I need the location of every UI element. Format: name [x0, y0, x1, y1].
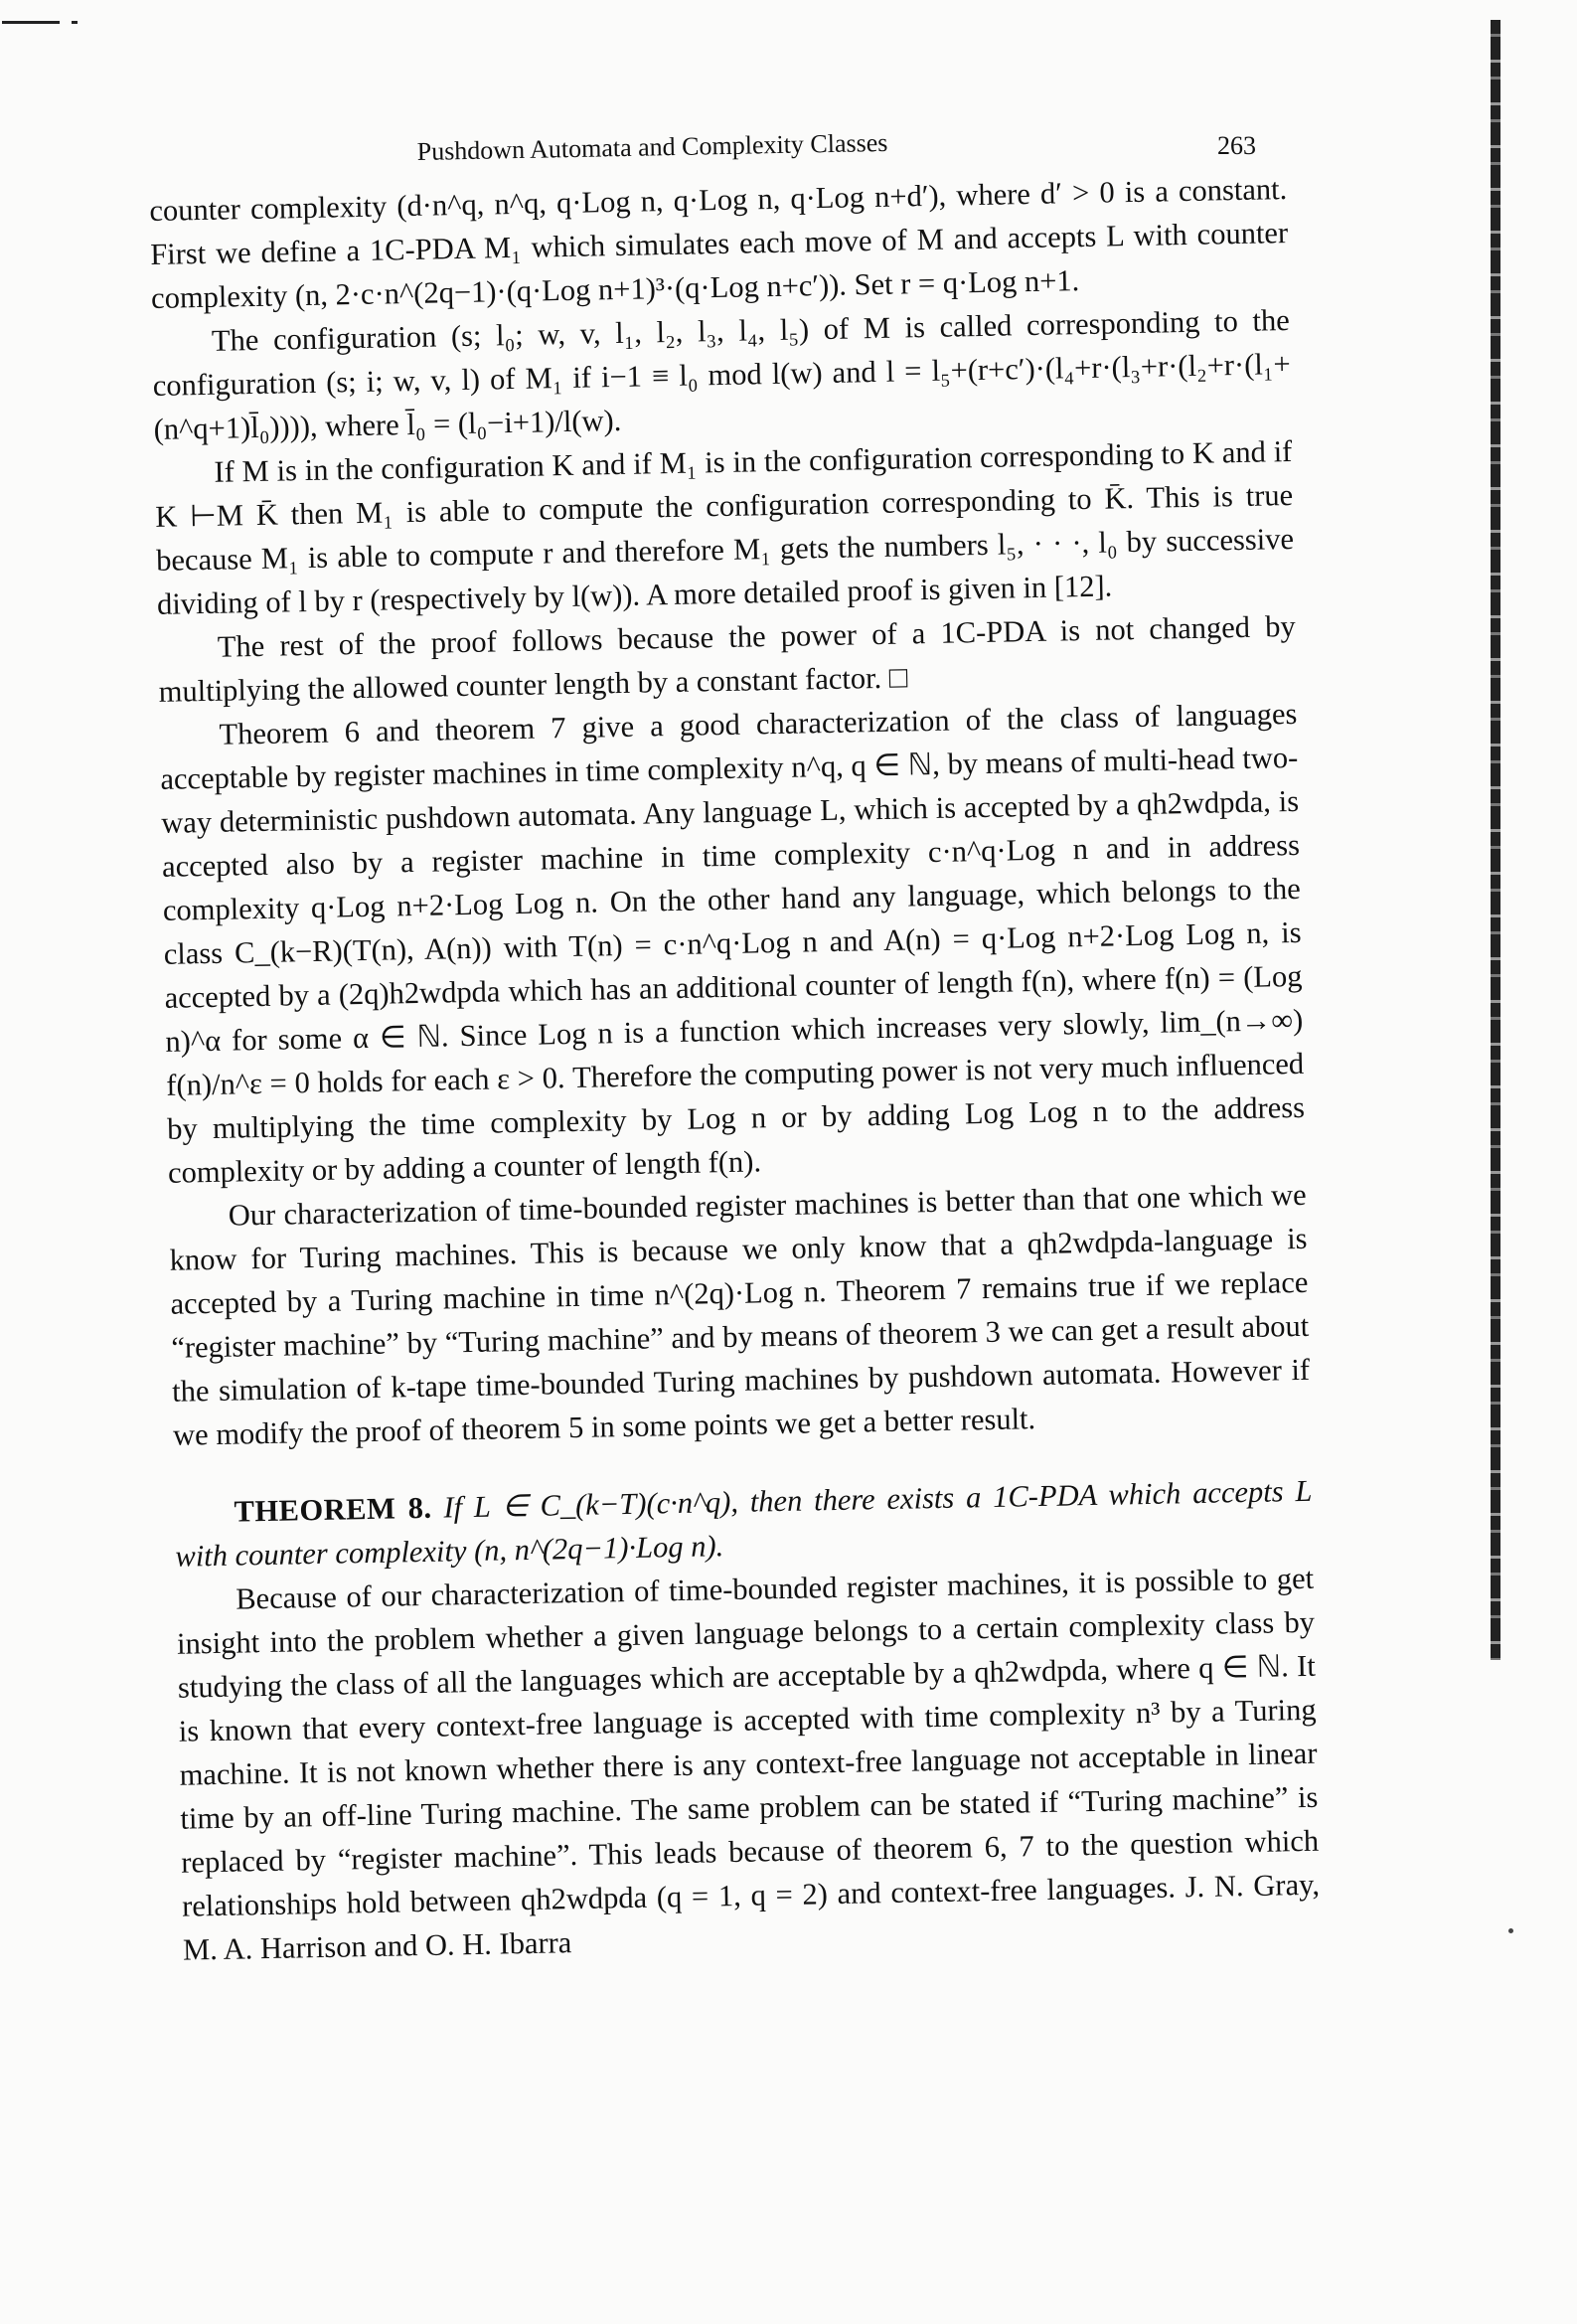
paragraph: If M is in the configuration K and if M₁ is in the configuration corresponding to K and if K ⊢M K̄ then M₁ is able to compute the configuration corresponding to K̄. This is true because M₁ is able to compute r and therefore M₁ gets the numbers l₅, · · ·, l₀ by successive dividing of l by r (respectively by l(w)). A more detailed proof is given in [12].	[155, 433, 1295, 621]
paragraph: counter complexity (d·n^q, n^q, q·Log n, q·Log n, q·Log n+d′), where d′ > 0 is a constant. First we define a 1C-PDA M₁ which simulates each move of M and accepts L with counter complexity (n, 2·c·n^(2q−1)·(q·Log n+1)³·(q·Log n+c′)). Set r = q·Log n+1.	[149, 172, 1289, 315]
paragraph: Because of our characterization of time-bounded register machines, it is possible to get insight into the problem whether a given language belongs to a certain complexity class by studying the class of all the languages which are acceptable by a qh2wdpda, where q ∈ ℕ. It is known that every context-free language is accepted with time complexity n³ by a Turing machine. It is not known whether there is any context-free language not acceptable in linear time by an off-line Turing machine. The same problem can be stated if “Turing machine” is replaced by “register machine”. This leads because of theorem 6, 7 to the question which relationships hold between qh2wdpda (q = 1, q = 2) and context-free languages. J. N. Gray, M. A. Harrison and O. H. Ibarra	[176, 1561, 1321, 1967]
paragraph: The configuration (s; l₀; w, v, l₁, l₂, l₃, l₄, l₅) of M is called corresponding to the configuration (s; i; w, v, l) of M₁ if i−1 ≡ l₀ mod l(w) and l = l₅+(r+c′)·(l₄+r·(l₃+r·(l₂+r·(l₁+(n^q+1)l̄₀)))), where l̄₀ = (l₀−i+1)/l(w).	[152, 302, 1291, 446]
scan-binding-edge	[1491, 20, 1500, 1660]
scan-artifact-mark	[2, 21, 60, 24]
theorem-text: If L ∈ C_(k−T)(c·n^q), then there exists a 1C-PDA which accepts L with counter complexity (n, n^(2q−1)·Log n).	[175, 1473, 1313, 1574]
body-text	[149, 167, 1323, 2077]
scan-artifact-mark	[72, 21, 78, 24]
paragraph: The rest of the proof follows because the power of a 1C-PDA is not changed by multiplying the allowed counter length by a constant factor. □	[158, 608, 1296, 709]
paragraph: Our characterization of time-bounded register machines is better than that one which we know for Turing machines. This is because we only know that a qh2wdpda-language is accepted by a Turing machine in time n^(2q)·Log n. Theorem 7 remains true if we replace “register machine” by “Turing machine” and by means of theorem 3 we can get a result about the simulation of k-tape time-bounded Turing machines by pushdown automata. However if we modify the proof of theorem 5 in some points we get a better result.	[169, 1177, 1311, 1452]
page-header	[0, 117, 1577, 177]
theorem-label: THEOREM 8.	[234, 1490, 432, 1529]
scan-speck	[1508, 1928, 1513, 1933]
running-title: Pushdown Automata and Complexity Classes	[416, 127, 888, 167]
paragraph: Theorem 6 and theorem 7 give a good characterization of the class of languages acceptable by register machines in time complexity n^q, q ∈ ℕ, by means of multi-head two-way deterministic pushdown automata. Any language L, which is accepted by a qh2wdpda, is accepted also by a register machine in time complexity c·n^q·Log n and in address complexity q·Log n+2·Log Log n. On the other hand any language, which belongs to the class C_(k−R)(T(n), A(n)) with T(n) = c·n^q·Log n and A(n) = q·Log n+2·Log Log n, is accepted by a (2q)h2wdpda which has an additional counter of length f(n), where f(n) = (Log n)^α for some α ∈ ℕ. Since Log n is a function which increases very slowly, lim_(n→∞) f(n)/n^ε = 0 holds for each ε > 0. Therefore the computing power is not very much influenced by multiplying the time complexity by Log n or by adding Log Log n to the address complexity or by adding a counter of length f(n).	[160, 696, 1306, 1190]
page-number: 263	[1217, 131, 1256, 160]
